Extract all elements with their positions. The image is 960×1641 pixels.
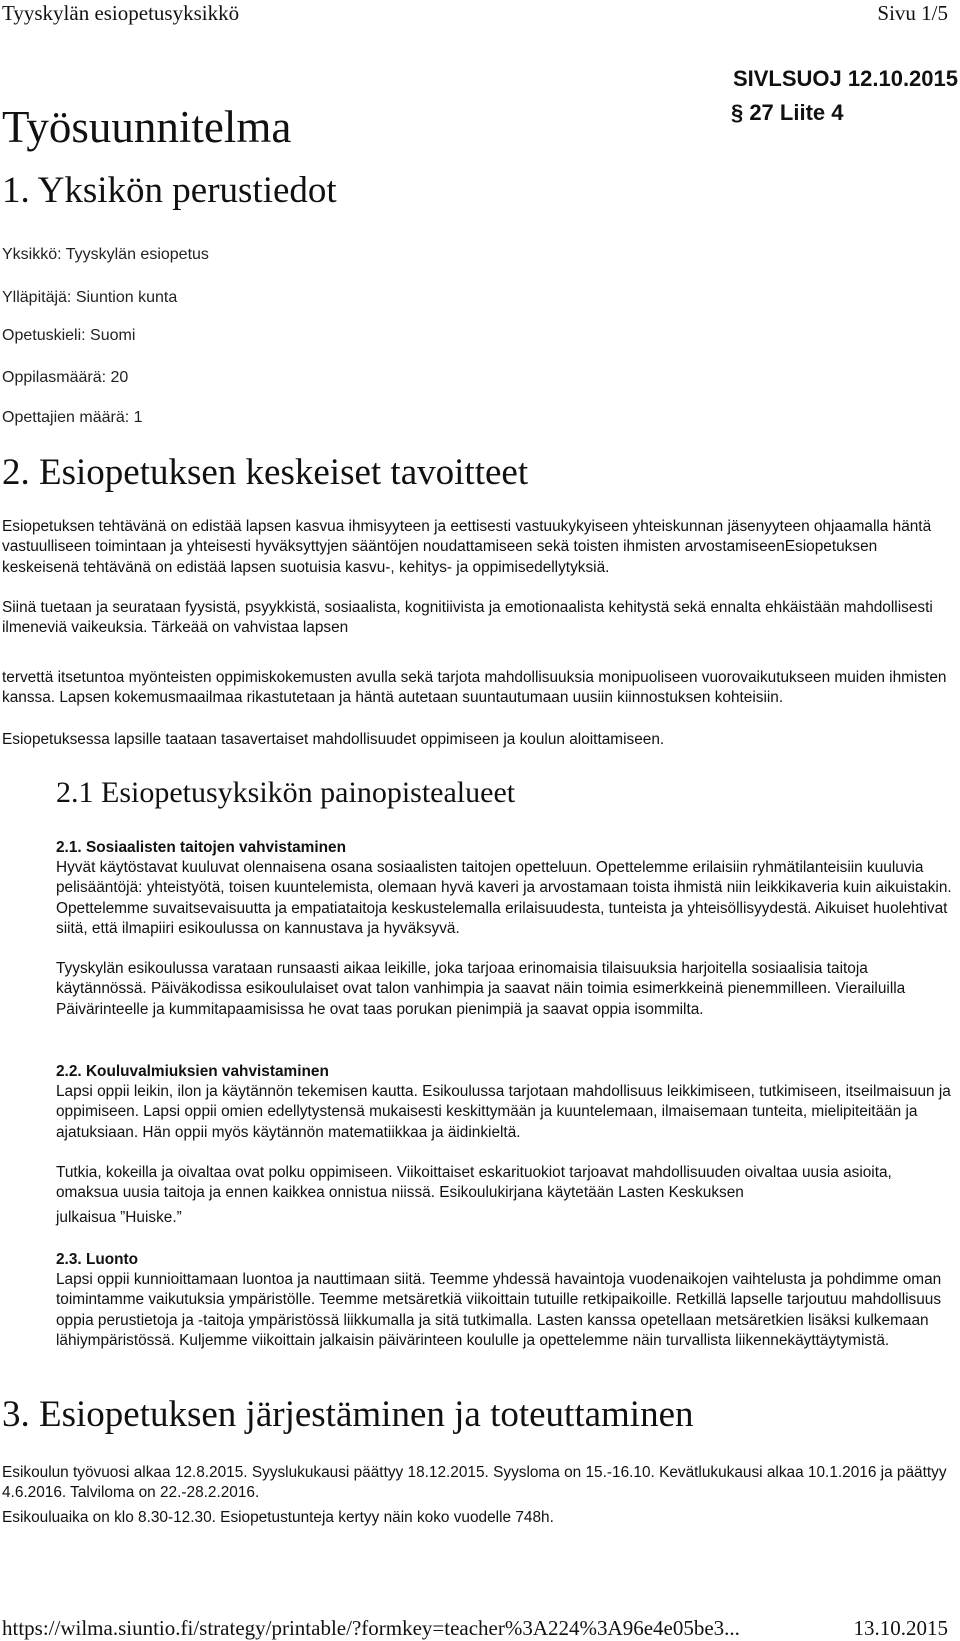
footer-url[interactable]: https://wilma.siuntio.fi/strategy/printable/?formkey=teacher%3A224%3A96e4e05be3... [2, 1616, 740, 1640]
goals-paragraph-2: Siinä tuetaan ja seurataan fyysistä, psyykkistä, sosiaalista, kognitiivista ja emotionaalista kehitystä sekä ennalta ehkäistään mahdollisesti ilmeneviä vaikeuksia. Tärkeää on vahvistaa lapsen [2, 599, 933, 637]
organization-text-1: Esikoulun työvuosi alkaa 12.8.2015. Syyslukukausi päättyy 18.12.2015. Syysloma on 15.-16.10. Kevätlukukausi alkaa 10.1.2016 ja päättyy 4.6.2016. Talviloma on 22.-28.2.2016. [2, 1464, 947, 1502]
school-readiness-text-1: Lapsi oppii leikin, ilon ja käytännön tekemisen kautta. Esikoulussa tarjotaan mahdollisuus leikkimiseen, tutkimiseen, itseilmaisuun ja oppimiseen. Lapsi oppii omien edellytystensä mukaisesti keskittymään ja kuuntelemaan, ilmaisemaan tunteita, mielipiteitään ja ajatuksiaan. Hän oppii myös käytännön matematiikkaa ja äidinkieltä. [56, 1083, 951, 1141]
school-readiness-text-3: julkaisua ”Huiske.” [56, 1209, 182, 1226]
section1-heading: 1. Yksikön perustiedot [2, 170, 337, 211]
nature-heading: 2.3. Luonto [56, 1251, 139, 1268]
goals-paragraph-1: Esiopetuksen tehtävänä on edistää lapsen kasvua ihmisyyteen ja eettisesti vastuukykyiseen yhteiskunnan jäsenyyteen ohjaamalla häntä vastuulliseen toimintaan ja yhteisesti hyväksyttyjen sääntöjen noudattamiseen sekä toisten ihmisten arvostamiseenEsiopetuksen keskeisenä tehtävänä on edistää lapsen suotuisia kasvu-, kehitys- ja oppimisedellytyksiä. [2, 518, 932, 576]
social-skills-text-2: Tyyskylän esikoulussa varataan runsaasti aikaa leikille, joka tarjoaa erinomaisia tilaisuuksia harjoitella sosiaalisia taitoja käytännössä. Päiväkodissa esikoululaiset ovat talon vanhimpia ja saavat näin toimia esimerkkeinä pienemmilleen. Vierailuilla Päivärinteelle ja kummitapaamisissa he ovat taas porukan pienimpiä ja saavat oppia isommilta. [56, 960, 906, 1018]
section3-heading: 3. Esiopetuksen järjestäminen ja toteuttaminen [2, 1394, 694, 1435]
field-language: Opetuskieli: Suomi [2, 327, 136, 344]
footer-date: 13.10.2015 [853, 1616, 948, 1640]
school-readiness-heading: 2.2. Kouluvalmiuksien vahvistaminen [56, 1063, 329, 1080]
school-readiness-text-2: Tutkia, kokeilla ja oivaltaa ovat polku oppimiseen. Viikoittaiset eskarituokiot tarjoavat mahdollisuuden oivaltaa uusia asioita, omaksua uusia taitoja ja ennen kaikkea onnistua niissä. Esikoulukirjana käytetään Lasten Keskuksen [56, 1164, 892, 1202]
nature-text: Lapsi oppii kunnioittamaan luontoa ja nauttimaan siitä. Teemme yhdessä havaintoja vuodenaikojen vaihtelusta ja pohdimme oman toimintamme vaikutuksia ympäristölle. Teemme metsäretkiä viikoittain tutuille retkipaikoille. Retkillä lapselle tarjoutuu mahdollisuus oppia perustietoja ja -taitoja ympäristössä liikkumalla ja sitä tutkimalla. Lasten kanssa opetellaan metsäretkien lisäksi kulkemaan lähiympäristössä. Kuljemme viikoittain jalkaisin päivärinteen koululle ja opettelemme näin turvallista liikennekäyttäytymistä. [56, 1271, 942, 1349]
organization-text-2: Esikouluaika on klo 8.30-12.30. Esiopetustunteja kertyy näin koko vuodelle 748h. [2, 1509, 554, 1526]
reference-stamp [730, 62, 958, 130]
social-skills-heading: 2.1. Sosiaalisten taitojen vahvistaminen [56, 839, 346, 856]
section21-heading: 2.1 Esiopetusyksikön painopistealueet [56, 776, 516, 809]
field-maintainer: Ylläpitäjä: Siuntion kunta [2, 289, 178, 306]
reference-line-2: § 27 Liite 4 [730, 100, 844, 125]
goals-paragraph-3: tervettä itsetuntoa myönteisten oppimiskokemusten avulla sekä tarjota mahdollisuuksia monipuoliseen vuorovaikutukseen muiden ihmisten kanssa. Lapsen kokemusmaailmaa rikastutetaan ja häntä autetaan suuntautumaan uusiin kiinnostuksen kohteisiin. [2, 669, 947, 707]
section2-heading: 2. Esiopetuksen keskeiset tavoitteet [2, 452, 529, 493]
field-pupil-count: Oppilasmäärä: 20 [2, 369, 129, 386]
header-page-number: Sivu 1/5 [877, 1, 948, 25]
header-site-title: Tyyskylän esiopetusyksikkö [2, 1, 240, 25]
goals-paragraph-4: Esiopetuksessa lapsille taataan tasavertaiset mahdollisuudet oppimiseen ja koulun aloittamiseen. [2, 731, 665, 748]
field-teacher-count: Opettajien määrä: 1 [2, 409, 143, 426]
reference-line-1: SIVLSUOJ 12.10.2015 [732, 66, 958, 91]
social-skills-text-1: Hyvät käytöstavat kuuluvat olennaisena osana sosiaalisten taitojen opetteluun. Opettelemme erilaisiin ryhmätilanteisiin kuuluvia pelisääntöjä: yhteistyötä, toisen kuuntelemista, olemaan hyvä kaveri ja arvostamaan toista ihmistä niin leikkikaveria kuin aikuistakin. Opettelemme suvaitsevaisuutta ja empatiataitoja keskustelemalla erilaisuudesta, tunteista ja yhteisöllisyydestä. Aikuiset huolehtivat siitä, että ilmapiiri esikoulussa on kannustava ja hyväksyvä. [56, 859, 952, 937]
field-unit: Yksikkö: Tyyskylän esiopetus [2, 246, 209, 263]
document-title: Työsuunnitelma [2, 102, 292, 152]
